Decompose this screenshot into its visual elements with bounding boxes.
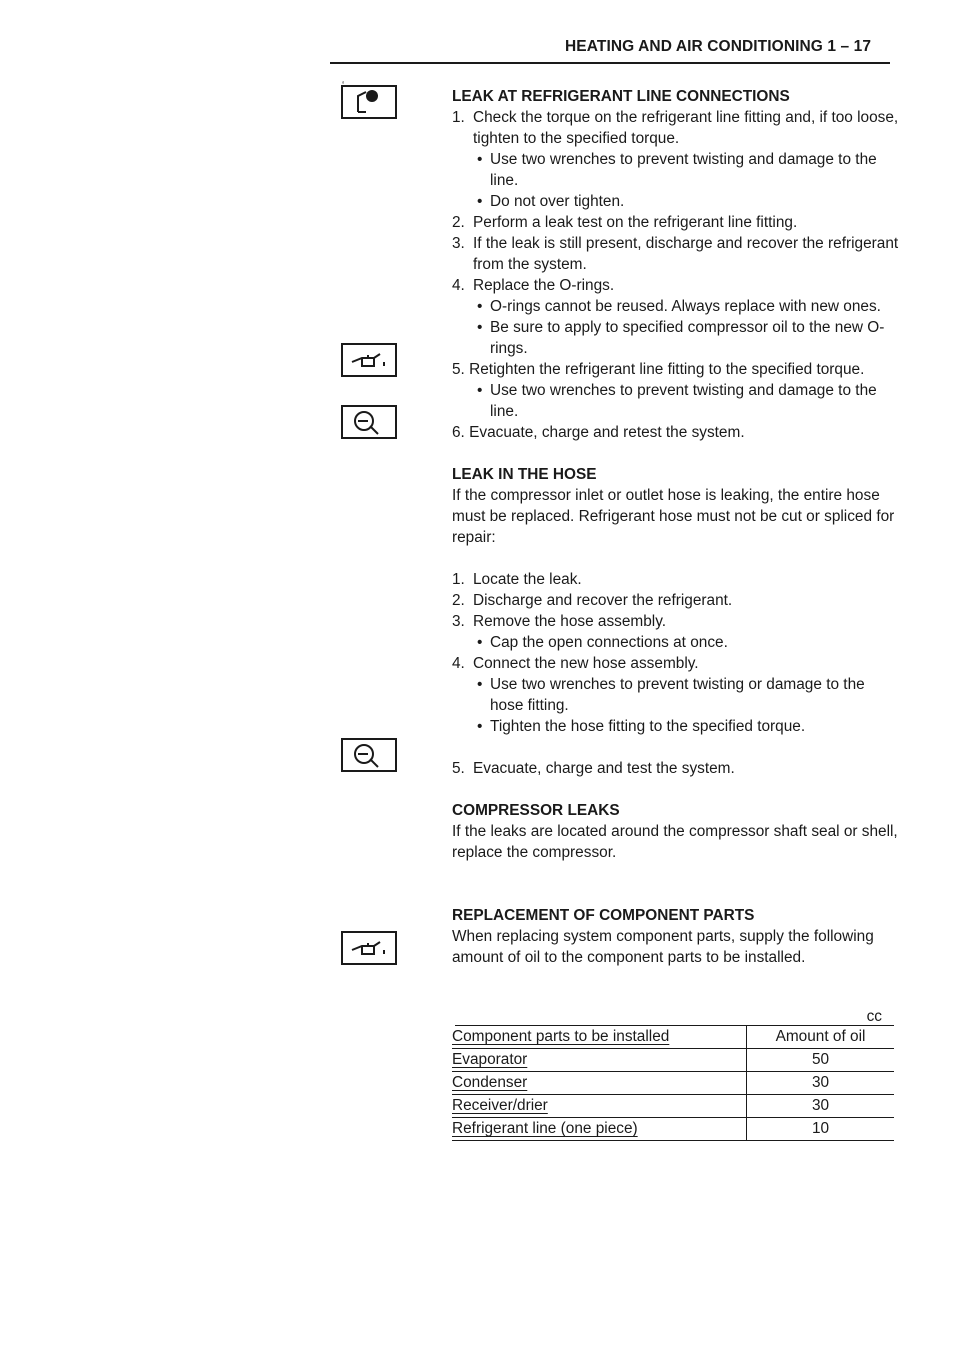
column-header: Component parts to be installed bbox=[452, 1028, 670, 1045]
list-item: 3. If the leak is still present, discharge and recover the refrigerant from the system. bbox=[452, 235, 899, 273]
oil-can-icon bbox=[340, 342, 398, 378]
list-item: 6. Evacuate, charge and retest the system. bbox=[452, 424, 745, 441]
table-cell: 30 bbox=[811, 1097, 830, 1114]
table-row bbox=[452, 1049, 894, 1072]
table-cell: Refrigerant line (one piece) bbox=[452, 1120, 638, 1137]
table-row bbox=[452, 1095, 894, 1118]
page-header: HEATING AND AIR CONDITIONING 1 – 17 bbox=[565, 38, 872, 55]
paragraph: If the leaks are located around the compressor shaft seal or shell, replace the compressor. bbox=[452, 823, 898, 861]
table-cell: Condenser bbox=[452, 1074, 528, 1091]
bullet-item: • O-rings cannot be reused. Always replace with new ones. bbox=[477, 298, 881, 315]
bullet-item: • Tighten the hose fitting to the specified torque. bbox=[477, 718, 806, 735]
bullet-item: • Use two wrenches to prevent twisting and damage to the line. bbox=[477, 151, 877, 189]
list-item: 1. Locate the leak. bbox=[452, 571, 582, 588]
table-cell: 50 bbox=[811, 1051, 830, 1068]
torque-wrench-icon bbox=[340, 84, 398, 120]
table-header-row bbox=[452, 1026, 894, 1049]
bullet-item: • Do not over tighten. bbox=[477, 193, 625, 210]
section-title: COMPRESSOR LEAKS bbox=[452, 802, 620, 819]
stray-mark: ‘ bbox=[342, 80, 345, 91]
inspect-icon bbox=[340, 404, 398, 440]
section-title: LEAK AT REFRIGERANT LINE CONNECTIONS bbox=[452, 88, 790, 105]
list-item: 1. Check the torque on the refrigerant line fitting and, if too loose, tighten to the specified torque. bbox=[452, 109, 899, 147]
table-cell: 30 bbox=[811, 1074, 830, 1091]
list-item: 5. Evacuate, charge and test the system. bbox=[452, 760, 735, 777]
table-row bbox=[452, 1118, 894, 1141]
table-unit: cc bbox=[866, 1008, 882, 1025]
table-cell: 10 bbox=[811, 1120, 830, 1137]
bullet-item: • Use two wrenches to prevent twisting or damage to the hose fitting. bbox=[477, 676, 865, 714]
bullet-item: • Use two wrenches to prevent twisting and damage to the line. bbox=[477, 382, 877, 420]
table-row bbox=[452, 1072, 894, 1095]
table-cell: Receiver/drier bbox=[452, 1097, 548, 1114]
oil-can-icon bbox=[340, 930, 398, 966]
oil-amount-table bbox=[452, 1008, 894, 1141]
page-content bbox=[452, 86, 902, 968]
header-rule bbox=[330, 62, 890, 64]
list-item: 5. Retighten the refrigerant line fitting to the specified torque. bbox=[452, 361, 865, 378]
list-item: 4. Connect the new hose assembly. bbox=[452, 655, 699, 672]
paragraph: If the compressor inlet or outlet hose is leaking, the entire hose must be replaced. Refrigerant hose must not be cut or spliced for repair: bbox=[452, 487, 895, 546]
list-item: 4. Replace the O-rings. bbox=[452, 277, 615, 294]
section-title: REPLACEMENT OF COMPONENT PARTS bbox=[452, 907, 755, 924]
list-item: 2. Perform a leak test on the refrigerant line fitting. bbox=[452, 214, 798, 231]
bullet-item: • Be sure to apply to specified compressor oil to the new O-rings. bbox=[477, 319, 885, 357]
list-item: 2. Discharge and recover the refrigerant. bbox=[452, 592, 733, 609]
bullet-item: • Cap the open connections at once. bbox=[477, 634, 728, 651]
table-cell: Evaporator bbox=[452, 1051, 528, 1068]
inspect-icon bbox=[340, 737, 398, 773]
section-title: LEAK IN THE HOSE bbox=[452, 466, 597, 483]
list-item: 3. Remove the hose assembly. bbox=[452, 613, 667, 630]
column-header: Amount of oil bbox=[775, 1028, 866, 1045]
paragraph: When replacing system component parts, supply the following amount of oil to the component parts to be installed. bbox=[452, 928, 874, 966]
